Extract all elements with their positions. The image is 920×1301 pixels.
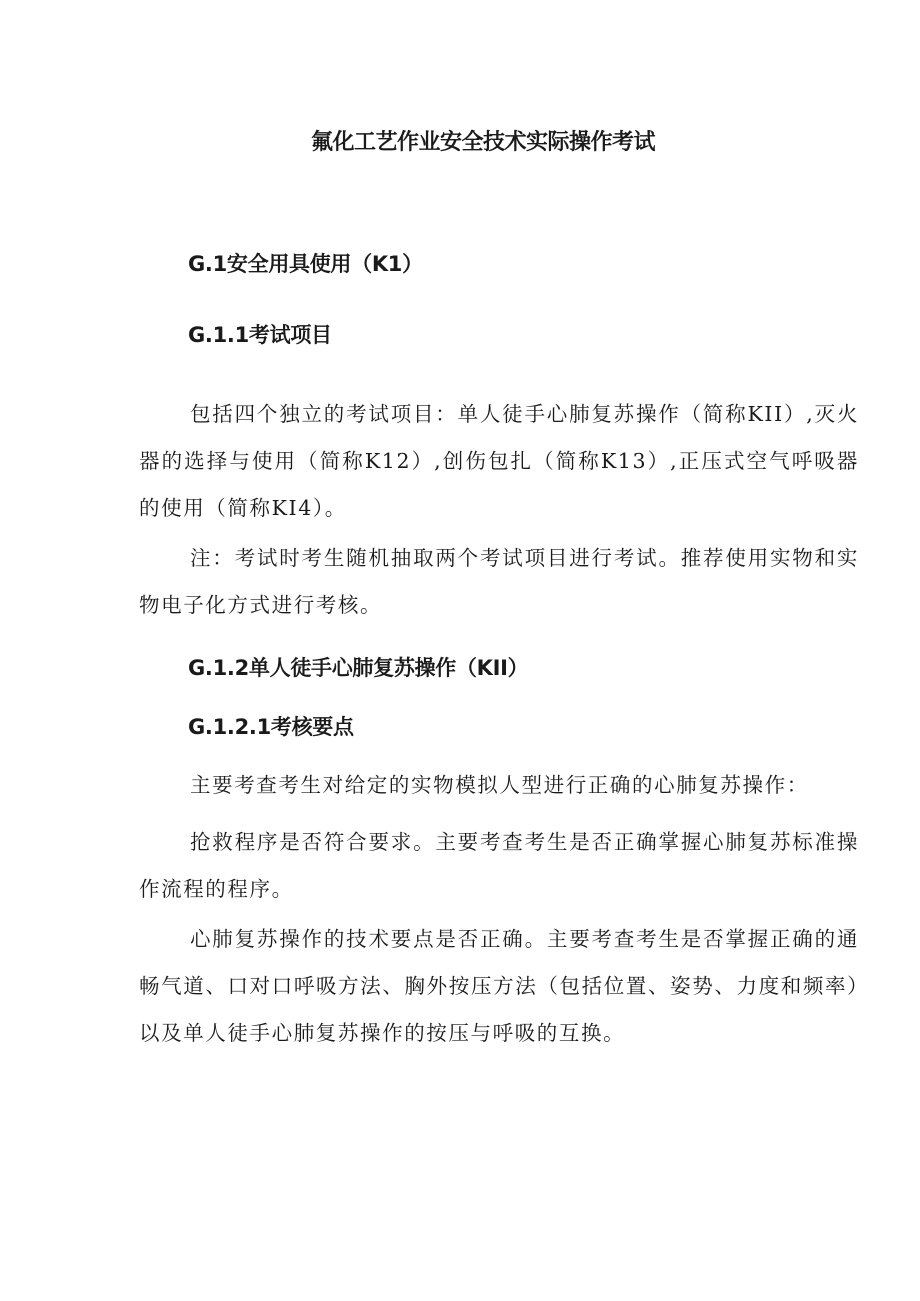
section-heading-g1-2: G.1.2单人徒手心肺复苏操作（KII） <box>188 656 529 680</box>
paragraph-technical-points: 心肺复苏操作的技术要点是否正确。主要考查考生是否掌握正确的通畅气道、口对口呼吸方法、胸外按压方法（包括位置、姿势、力度和频率）以及单人徒手心肺复苏操作的按压与呼吸的互换。 <box>139 927 859 1045</box>
section-heading-g1-2-1: G.1.2.1考核要点 <box>188 715 354 739</box>
document-title: 氟化工艺作业安全技术实际操作考试 <box>310 130 655 155</box>
section-heading-g1: G.1安全用具使用（K1） <box>188 252 423 276</box>
paragraph-rescue-procedure: 抢救程序是否符合要求。主要考查考生是否正确掌握心肺复苏标准操作流程的程序。 <box>139 830 859 901</box>
paragraph-exam-items: 包括四个独立的考试项目：单人徒手心肺复苏操作（简称KII）,灭火器的选择与使用（简称K12）,创伤包扎（简称K13）,正压式空气呼吸器的使用（简称KI4）。 <box>139 402 859 520</box>
section-heading-g1-1: G.1.1考试项目 <box>188 323 332 347</box>
paragraph-main-assessment: 主要考查考生对给定的实物模拟人型进行正确的心肺复苏操作： <box>190 773 809 797</box>
paragraph-note: 注：考试时考生随机抽取两个考试项目进行考试。推荐使用实物和实物电子化方式进行考核。 <box>139 546 859 617</box>
